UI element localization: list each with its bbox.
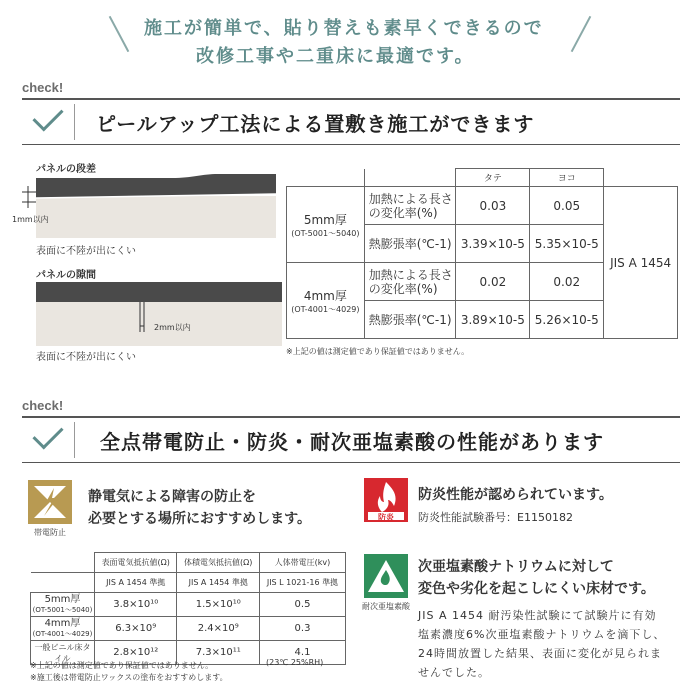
header-slash-right xyxy=(571,16,592,52)
cell-value: 5.35×10-5 xyxy=(530,225,604,263)
cell-value: 0.5 xyxy=(259,593,345,617)
banner-rule-top xyxy=(22,416,680,418)
col-standard: JIS A 1454 準拠 xyxy=(95,573,177,593)
cell-value: 3.8×10¹⁰ xyxy=(95,593,177,617)
cell-value: 0.02 xyxy=(530,263,604,301)
panel-step-note: 表面に不陸が出にくい xyxy=(36,246,136,257)
header-slash-left xyxy=(109,16,130,52)
chlorine-resistance-icon xyxy=(364,554,408,598)
table-standards-row xyxy=(31,573,346,593)
table-condition: (23℃ 25%RH) xyxy=(266,658,324,667)
section-title: ピールアップ工法による置敷き施工ができます xyxy=(96,112,535,136)
table-header-row xyxy=(31,553,346,573)
antistatic-icon-label: 帯電防止 xyxy=(34,528,66,537)
col-tate: タテ xyxy=(456,169,530,187)
header-line-2: 改修工事や二重床に最適です。 xyxy=(196,46,475,67)
row-prop: 熱膨張率(℃-1) xyxy=(364,301,456,339)
standard-cell: JIS A 1454 xyxy=(604,187,678,339)
cell-value: 2.8×10¹² xyxy=(95,641,177,665)
panel-step-diagram xyxy=(22,172,282,238)
thermal-properties-table xyxy=(286,168,678,339)
row-prop: 加熱による長さの変化率(%) xyxy=(364,263,456,301)
chlorine-title-2: 変色や劣化を起こしにくい床材です。 xyxy=(418,581,655,597)
cell-value: 0.05 xyxy=(530,187,604,225)
col-header: 表面電気抵抗値(Ω) xyxy=(95,553,177,573)
panel-step-title: パネルの段差 xyxy=(36,164,96,175)
cell-value: 0.02 xyxy=(456,263,530,301)
cell-value: 0.03 xyxy=(456,187,530,225)
panel-step-measure: 1mm以内 xyxy=(12,215,49,224)
panel-gap-title: パネルの隙間 xyxy=(36,270,96,281)
chlorine-body-3: 24時間放置した結果、表面に変化が見られま xyxy=(418,647,662,660)
cell-value: 4.1 xyxy=(259,641,345,665)
row-name: 一般ビニル床タイル xyxy=(31,641,95,665)
banner-rule-bottom xyxy=(22,144,680,145)
cell-value: 2.4×10⁹ xyxy=(177,617,259,641)
row-prop: 加熱による長さの変化率(%) xyxy=(364,187,456,225)
table-header-row xyxy=(287,169,678,187)
cell-value: 1.5×10¹⁰ xyxy=(177,593,259,617)
check-mark-icon xyxy=(32,100,63,131)
row-thickness: 4mm厚 (OT-4001～4029) xyxy=(287,263,365,339)
col-yoko: ヨコ xyxy=(530,169,604,187)
chlorine-body-2: 塩素濃度6%次亜塩素酸ナトリウムを滴下し、 xyxy=(418,628,666,641)
banner-separator xyxy=(74,422,75,458)
chlorine-title-1: 次亜塩素酸ナトリウムに対して xyxy=(418,559,614,575)
row-name: 5mm厚 (OT-5001～5040) xyxy=(31,593,95,617)
table-footnote-2: ※施工後は帯電防止ワックスの塗布をおすすめします。 xyxy=(30,673,228,682)
col-standard: JIS L 1021-16 準拠 xyxy=(259,573,345,593)
flame-icon-label: 防炎 xyxy=(378,513,394,522)
antistatic-icon xyxy=(28,480,72,524)
cell-value: 7.3×10¹¹ xyxy=(177,641,259,665)
panel-gap-measure: 2mm以内 xyxy=(154,323,191,332)
section-title: 全点帯電防止・防炎・耐次亜塩素酸の性能があります xyxy=(100,430,604,454)
table-row xyxy=(31,617,346,641)
row-prop: 熱膨張率(℃-1) xyxy=(364,225,456,263)
cell-value: 3.39×10-5 xyxy=(456,225,530,263)
cell-value: 6.3×10⁹ xyxy=(95,617,177,641)
banner-separator xyxy=(74,104,75,140)
banner-rule-bottom xyxy=(22,462,680,463)
chlorine-body-4: せんでした。 xyxy=(418,666,490,679)
table-row xyxy=(31,593,346,617)
header-line-1: 施工が簡単で、貼り替えも素早くできるので xyxy=(144,18,544,39)
check-mark-icon xyxy=(32,418,63,449)
col-header: 体積電気抵抗値(Ω) xyxy=(177,553,259,573)
table-footnote: ※上記の値は測定値であり保証値ではありません。 xyxy=(286,347,470,356)
antistatic-line-1: 静電気による障害の防止を xyxy=(88,489,256,505)
row-name: 4mm厚 (OT-4001～4029) xyxy=(31,617,95,641)
check-label: check! xyxy=(22,80,64,95)
table-footnote-1: ※上記の値は測定値であり保証値ではありません。 xyxy=(30,661,214,670)
chlorine-icon-label: 耐次亜塩素酸 xyxy=(362,602,410,611)
antistatic-line-2: 必要とする場所におすすめします。 xyxy=(88,511,312,527)
check-label: check! xyxy=(22,398,64,413)
row-thickness: 5mm厚 (OT-5001～5040) xyxy=(287,187,365,263)
flame-title: 防炎性能が認められています。 xyxy=(418,487,613,503)
cell-value: 5.26×10-5 xyxy=(530,301,604,339)
col-standard: JIS A 1454 準拠 xyxy=(177,573,259,593)
col-header: 人体帯電圧(kv) xyxy=(259,553,345,573)
panel-gap-note: 表面に不陸が出にくい xyxy=(36,352,136,363)
flame-cert: 防炎性能試験番号：E1150182 xyxy=(418,511,573,524)
antistatic-table xyxy=(30,552,346,665)
table-row xyxy=(287,187,678,225)
chlorine-body-1: JIS A 1454 耐汚染性試験にて試験片に有効 xyxy=(418,609,657,622)
banner-rule-top xyxy=(22,98,680,100)
panel-gap-diagram xyxy=(36,282,282,346)
cell-value: 3.89×10-5 xyxy=(456,301,530,339)
cell-value: 0.3 xyxy=(259,617,345,641)
